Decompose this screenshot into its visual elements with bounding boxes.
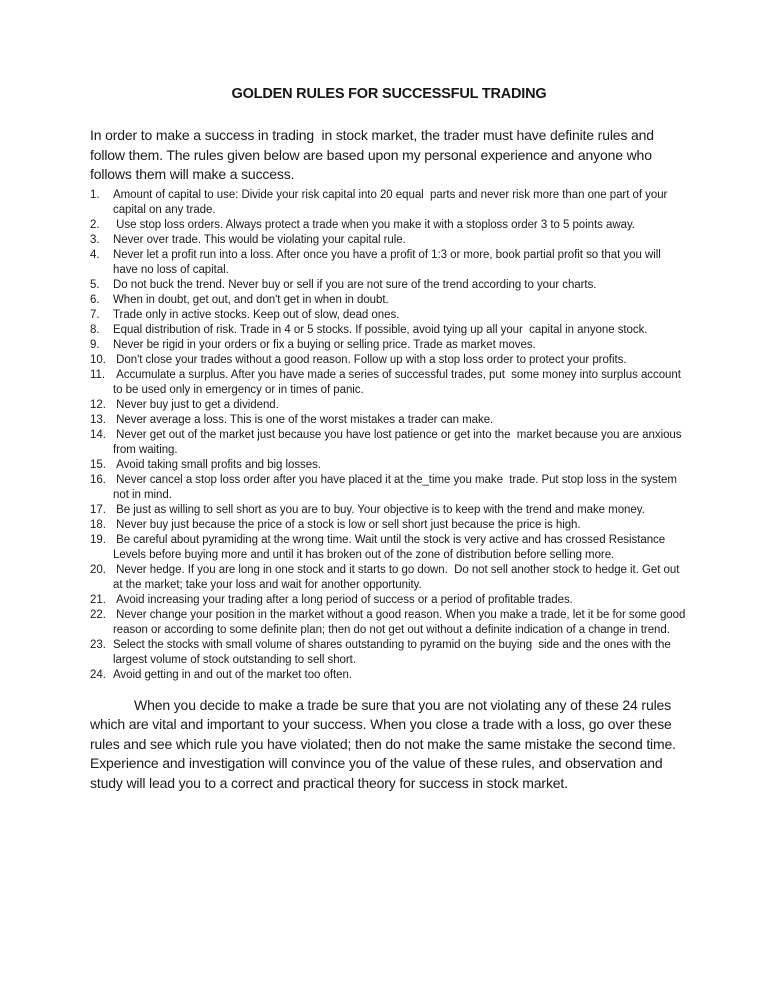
rule-item	[90, 323, 688, 338]
rule-number: 7.	[90, 308, 100, 321]
rule-item	[90, 518, 688, 533]
rule-number: 5.	[90, 278, 100, 291]
intro-paragraph: In order to make a success in trading in stock market, the trader must have definite rules and follow them. The rules given below are based upon my personal experience and anyone who follows them will make a success.	[90, 127, 658, 182]
rule-number: 13.	[90, 413, 106, 426]
rule-number: 21.	[90, 593, 106, 606]
rule-number: 17.	[90, 503, 106, 516]
rule-number: 1.	[90, 188, 100, 201]
rule-item	[90, 668, 688, 683]
rule-text: Never change your position in the market without a good reason. When you make a trade, let it be for some good reason or according to some definite plan; then do not get out without a definite indication of a change in trend.	[113, 608, 689, 636]
rule-number: 10.	[90, 353, 106, 366]
rule-text: Trade only in active stocks. Keep out of slow, dead ones.	[113, 308, 400, 321]
rule-text: Never hedge. If you are long in one stock and it starts to go down. Do not sell another stock to hedge it. Get out at the market; take your loss and wait for another opportunity.	[113, 563, 683, 591]
rule-text: Avoid getting in and out of the market too often.	[113, 668, 353, 681]
rule-number: 8.	[90, 323, 100, 336]
rule-item	[90, 248, 688, 278]
rule-number: 24.	[90, 668, 106, 681]
rule-item	[90, 278, 688, 293]
rule-item	[90, 563, 688, 593]
rule-number: 18.	[90, 518, 106, 531]
closing-paragraph: When you decide to make a trade be sure that you are not violating any of these 24 rules which are vital and important to your success. When you close a trade with a loss, go over these rules and see which rule you have violated; then do not make the same mistake the second time. Experience and investigation will convince you of the value of these rules, and observation and study will lead you to a correct and practical theory for success in stock market.	[90, 696, 680, 791]
rule-number: 15.	[90, 458, 106, 471]
rule-text: Don't close your trades without a good reason. Follow up with a stop loss order to protect your profits.	[113, 353, 627, 366]
rule-text: Be careful about pyramiding at the wrong time. Wait until the stock is very active and has crossed Resistance Levels before buying more and until it has broken out of the zone of distribution before selling more.	[113, 533, 669, 561]
rule-text: Use stop loss orders. Always protect a trade when you make it with a stoploss order 3 to 5 points away.	[113, 218, 635, 231]
rule-number: 3.	[90, 233, 100, 246]
rule-item	[90, 533, 688, 563]
rule-text: Avoid increasing your trading after a long period of success or a period of profitable trades.	[113, 593, 573, 606]
rule-number: 9.	[90, 338, 100, 351]
rule-item	[90, 593, 688, 608]
rule-text: Never be rigid in your orders or fix a buying or selling price. Trade as market moves.	[113, 338, 536, 351]
rule-number: 4.	[90, 248, 100, 261]
rule-item	[90, 338, 688, 353]
rule-number: 22.	[90, 608, 106, 621]
rule-text: Never let a profit run into a loss. After once you have a profit of 1:3 or more, book partial profit so that you will have no loss of capital.	[113, 248, 664, 276]
rule-number: 12.	[90, 398, 106, 411]
rule-text: Accumulate a surplus. After you have made a series of successful trades, put some money into surplus account to be used only in emergency or in times of panic.	[113, 368, 685, 396]
rule-number: 23.	[90, 638, 106, 651]
rule-item	[90, 413, 688, 428]
rule-item	[90, 638, 688, 668]
rule-item	[90, 353, 688, 368]
rule-item	[90, 293, 688, 308]
rule-item	[90, 398, 688, 413]
rule-text: Never buy just to get a dividend.	[113, 398, 279, 411]
rule-item	[90, 458, 688, 473]
rule-text: Select the stocks with small volume of shares outstanding to pyramid on the buying side and the ones with the largest volume of stock outstanding to sell short.	[113, 638, 674, 666]
rule-text: Do not buck the trend. Never buy or sell if you are not sure of the trend according to your charts.	[113, 278, 597, 291]
rule-text: Never cancel a stop loss order after you have placed it at the_time you make trade. Put stop loss in the system not in mind.	[113, 473, 681, 501]
rule-text: Be just as willing to sell short as you are to buy. Your objective is to keep with the trend and make money.	[113, 503, 645, 516]
rule-number: 14.	[90, 428, 106, 441]
rule-number: 16.	[90, 473, 106, 486]
rules-list	[90, 188, 688, 683]
rule-number: 6.	[90, 293, 100, 306]
rule-item	[90, 188, 688, 218]
rule-item	[90, 608, 688, 638]
rule-item	[90, 368, 688, 398]
rule-text: When in doubt, get out, and don't get in when in doubt.	[113, 293, 389, 306]
rule-text: Never buy just because the price of a stock is low or sell short just because the price is high.	[113, 518, 581, 531]
rule-item	[90, 428, 688, 458]
rule-text: Never get out of the market just because you have lost patience or get into the market because you are anxious from waiting.	[113, 428, 685, 456]
page-title: GOLDEN RULES FOR SUCCESSFUL TRADING	[231, 86, 547, 102]
rule-item	[90, 308, 688, 323]
rule-text: Never average a loss. This is one of the worst mistakes a trader can make.	[113, 413, 494, 426]
rule-text: Avoid taking small profits and big losses.	[113, 458, 321, 471]
rule-item	[90, 473, 688, 503]
rule-text: Never over trade. This would be violating your capital rule.	[113, 233, 406, 246]
rule-item	[90, 218, 688, 233]
rule-number: 11.	[90, 368, 105, 381]
rule-number: 2.	[90, 218, 100, 231]
rule-item	[90, 233, 688, 248]
rule-text: Equal distribution of risk. Trade in 4 or 5 stocks. If possible, avoid tying up all your capital in anyone stock.	[113, 323, 648, 336]
rule-item	[90, 503, 688, 518]
rule-number: 20.	[90, 563, 106, 576]
rule-number: 19.	[90, 533, 106, 546]
rule-text: Amount of capital to use: Divide your risk capital into 20 equal parts and never risk more than one part of your capital on any trade.	[113, 188, 671, 216]
